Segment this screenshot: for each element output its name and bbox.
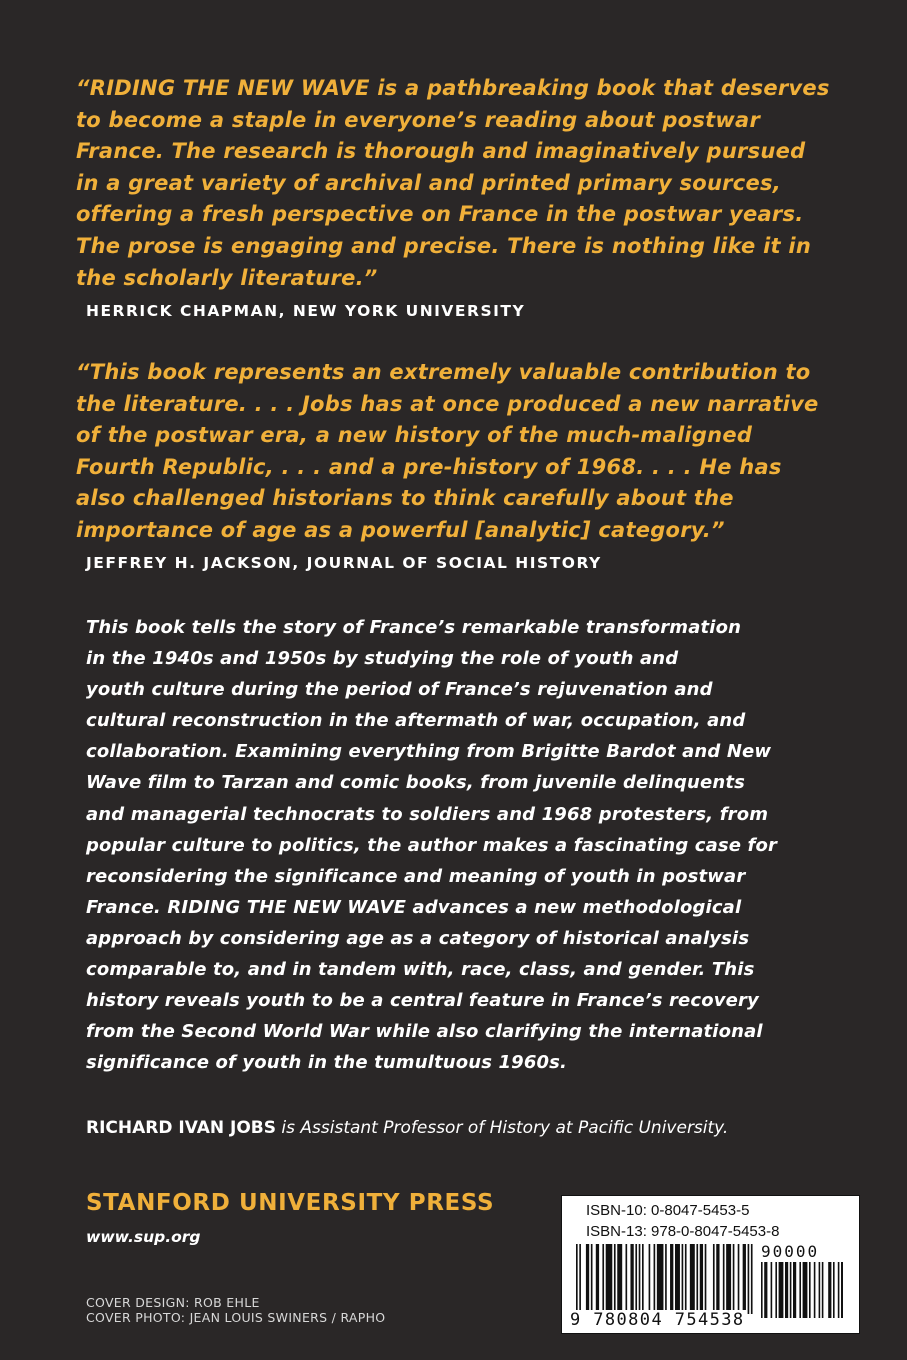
- quote-attribution-2: JEFFREY H. JACKSON, JOURNAL OF SOCIAL HISTORY: [86, 554, 602, 572]
- publisher-website: www.sup.org: [86, 1228, 201, 1246]
- publisher-name: STANFORD UNIVERSITY PRESS: [86, 1190, 495, 1216]
- cover-design-credit: COVER DESIGN: ROB EHLE: [86, 1295, 260, 1310]
- isbn-13: ISBN-13: 978-0-8047-5453-8: [586, 1223, 780, 1240]
- price-code: 90000: [761, 1242, 820, 1261]
- praise-quote-1: “RIDING THE NEW WAVE is a pathbreaking book that deserves to become a staple in everyone’s reading about postwar France. The research is thorough and imaginatively pursued in a great variety of archival and printed primary sources, offering a fresh perspective on France in the postwar years. The prose is engaging and precise. There is nothing like it in the scholarly literature.”: [76, 76, 830, 290]
- isbn-barcode-box: [561, 1195, 860, 1334]
- ean-barcode-icon: [576, 1244, 756, 1320]
- isbn-10: ISBN-10: 0-8047-5453-5: [586, 1202, 750, 1219]
- quote-attribution-1: HERRICK CHAPMAN, NEW YORK UNIVERSITY: [86, 302, 526, 320]
- author-role: is Assistant Professor of History at Pacific University.: [276, 1118, 729, 1138]
- author-bio: [86, 1118, 728, 1138]
- book-description: This book tells the story of France’s remarkable transformation in the 1940s and 1950s by studying the role of youth and youth culture during the period of France’s rejuvenation and cultural reconstruction in the aftermath of war, occupation, and collaboration. Examining everything from Brigitte Bardot and New Wave film to Tarzan and comic books, from juvenile delinquents and managerial technocrats to soldiers and 1968 protesters, from popular culture to politics, the author makes a fascinating case for reconsidering the significance and meaning of youth in postwar France. RIDING THE NEW WAVE advances a new methodological approach by considering age as a category of historical analysis comparable to, and in tandem with, race, class, and gender. This history reveals youth to be a central feature in France’s recovery from the Second World War while also clarifying the international significance of youth in the tumultuous 1960s.: [86, 617, 778, 1074]
- addon-barcode-icon: [761, 1262, 843, 1324]
- barcode-digits: 9 780804 754538: [570, 1310, 745, 1330]
- cover-photo-credit: COVER PHOTO: JEAN LOUIS SWINERS / RAPHO: [86, 1310, 386, 1325]
- praise-quote-2: “This book represents an extremely valuable contribution to the literature. . . . Jobs has at once produced a new narrative of the postwar era, a new history of the much-maligned Fourth Republic, . . . and a pre-history of 1968. . . . He has also challenged historians to think carefully about the importance of age as a powerful [analytic] category.”: [76, 360, 819, 542]
- author-name: RICHARD IVAN JOBS: [86, 1118, 277, 1138]
